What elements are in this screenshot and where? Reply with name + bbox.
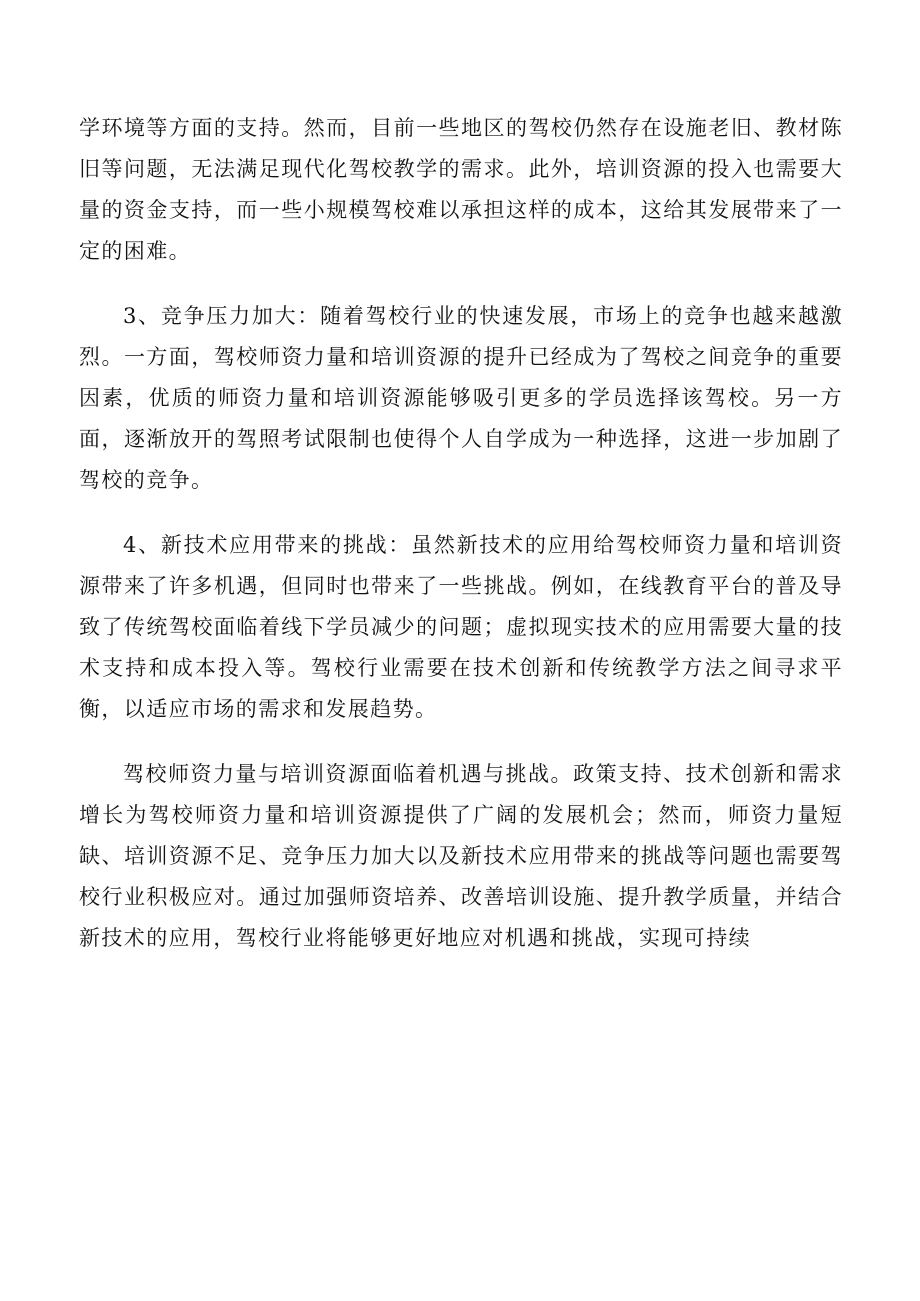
paragraph-competition-pressure: 3、竞争压力加大：随着驾校行业的快速发展，市场上的竞争也越来越激烈。一方面，驾校师资力量和培训资源的提升已经成为了驾校之间竞争的重要因素，优质的师资力量和培训资源能够吸引更多的学员选择该驾校。另一方面，逐渐放开的驾照考试限制也使得个人自学成为一种选择，这进一步加剧了驾校的竞争。 — [79, 304, 843, 492]
paragraph-new-technology-challenge: 4、新技术应用带来的挑战：虽然新技术的应用给驾校师资力量和培训资源带来了许多机遇，但同时也带来了一些挑战。例如，在线教育平台的普及导致了传统驾校面临着线下学员减少的问题；虚拟现实技术的应用需要大量的技术支持和成本投入等。驾校行业需要在技术创新和传统教学方法之间寻求平衡，以适应市场的需求和发展趋势。 — [79, 533, 843, 721]
paragraph-continued-facilities: 学环境等方面的支持。然而，目前一些地区的驾校仍然存在设施老旧、教材陈旧等问题，无法满足现代化驾校教学的需求。此外，培训资源的投入也需要大量的资金支持，而一些小规模驾校难以承担这样的成本，这给其发展带来了一定的困难。 — [79, 116, 843, 263]
document-body — [79, 108, 843, 959]
paragraph-summary: 驾校师资力量与培训资源面临着机遇与挑战。政策支持、技术创新和需求增长为驾校师资力量和培训资源提供了广阔的发展机会；然而，师资力量短缺、培训资源不足、竞争压力加大以及新技术应用带来的挑战等问题也需要驾校行业积极应对。通过加强师资培养、改善培训设施、提升教学质量，并结合新技术的应用，驾校行业将能够更好地应对机遇和挑战，实现可持续 — [79, 762, 843, 950]
